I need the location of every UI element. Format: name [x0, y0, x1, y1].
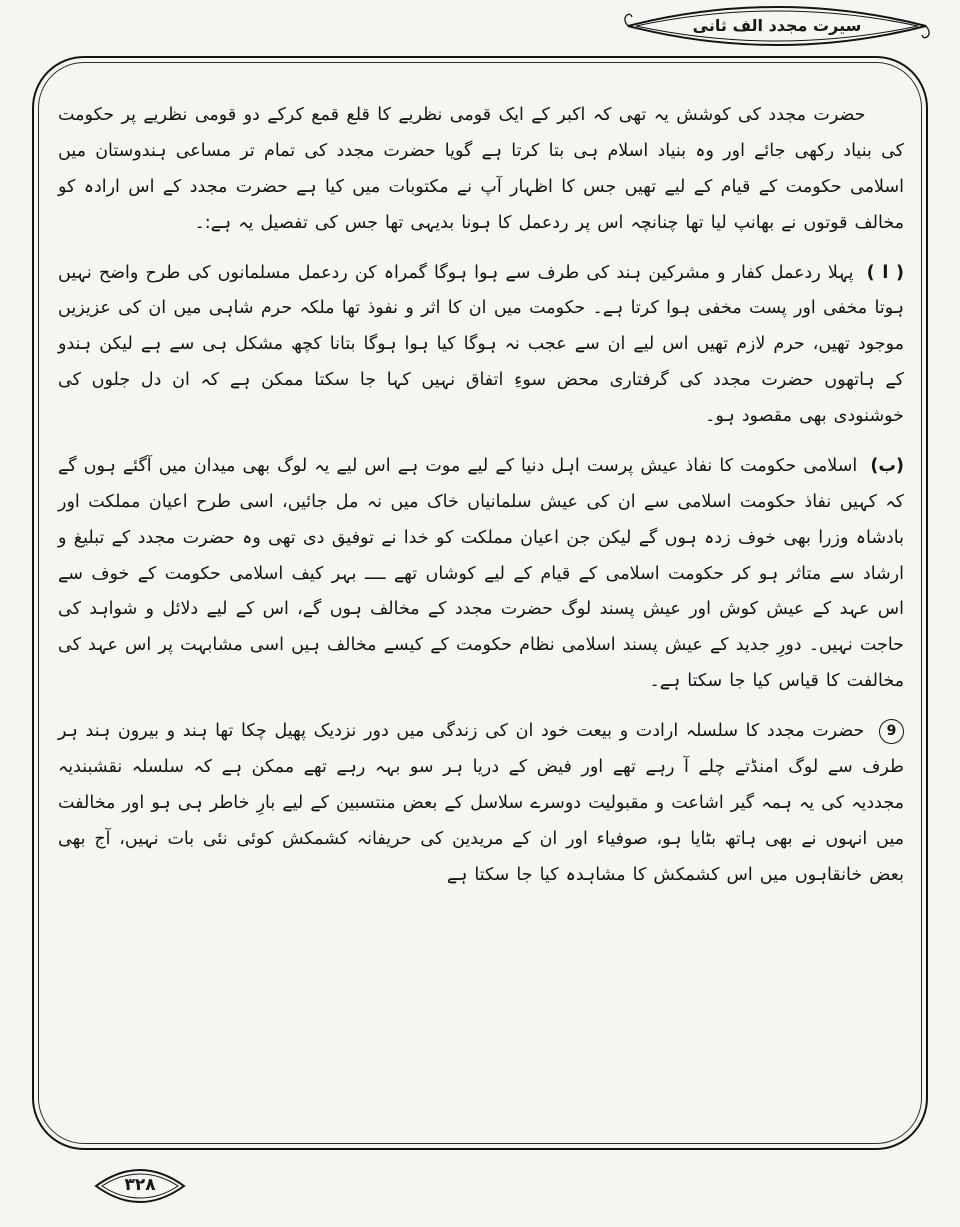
list-item-9 — [58, 714, 904, 893]
list-marker-be: (ب) — [870, 455, 904, 476]
list-marker-9-circled: 9 — [879, 719, 904, 744]
list-item-be — [58, 449, 904, 700]
list-item-be-text: اسلامی حکومت کا نفاذ عیش پرست اہل دنیا کے لیے موت ہے اس لیے یہ لوگ بھی میدان میں آگئے ہوں گے کہ کہیں نفاذ حکومت اسلامی سے ان کی عیش سلمانیاں خاک میں نہ مل جائیں، اسی طرح اعیان مملکت اور بادشاہ وزرا بھی خوف زدہ ہوں گے لیکن جن اعیان مملکت کو خدا نے توفیق دی تھی وہ حضرت مجدد کے تبلیغ و ارشاد سے متاثر ہو کر حکومت اسلامی کے قیام کے لیے کوشاں تھے ــــ بہر کیف اسلامی حکومت کے خوف سے اس عہد کے عیش کوش اور عیش پسند لوگ حضرت مجدد کے مخالف ہوں گے، اس کے لیے دلائل و شواہد کی حاجت نہیں۔ دورِ جدید کے عیش پسند اسلامی نظام حکومت کے کیسے مخالف ہیں اسی مشابہت پر اس عہد کی مخالفت کا قیاس کیا جا سکتا ہے۔ — [58, 455, 904, 692]
header-title-cartouche — [622, 4, 932, 48]
intro-text: حضرت مجدد کی کوشش یہ تھی کہ اکبر کے ایک قومی نظریے کا قلع قمع کرکے دو قومی نظریے پر حکومت کی بنیاد رکھی جائے اور وہ بنیاد اسلام ہی بتا کرتا ہے گویا حضرت مجدد کی تمام تر مساعی ہندوستان میں اسلامی حکومت کے قیام کے لیے تھیں جس کا اظہار آپ نے مکتوبات میں کیا ہے حضرت مجدد کے اس ارادہ کو مخالف قوتوں نے بھانپ لیا تھا چنانچہ اس پر ردعمل کا ہونا بدیہی تھا جس کی تفصیل یہ ہے:۔ — [58, 105, 904, 233]
list-item-9-text: حضرت مجدد کا سلسلہ ارادت و بیعت خود ان کی زندگی میں دور نزدیک پھیل چکا تھا ہند و بیرون ہند ہر طرف سے لوگ امنڈتے چلے آ رہے تھے اور فیض کے دریا ہر سو بہہ رہے تھے ممکن ہے کہ سلسلہ نقشبندیہ مجددیہ کی یہ ہمہ گیر اشاعت و مقبولیت دوسرے سلاسل کے بعض منتسبین کے لیے بارِ خاطر ہی ہو اور مخالفت میں انہوں نے بھی ہاتھ بٹایا ہو، صوفیاء اور ان کے مریدین کی حریفانہ کشمکش کوئی نئی بات نہیں، آج بھی بعض خانقاہوں میں اس کشمکش کا مشاہدہ کیا جا سکتا ہے — [58, 721, 904, 885]
list-marker-alif: ( ا ) — [866, 262, 904, 283]
book-title: سیرت مجدد الف ثانی — [692, 15, 862, 35]
list-item-alif-text: پہلا ردعمل کفار و مشرکین ہند کی طرف سے ہوا ہوگا گمراہ کن ردعمل مسلمانوں کی طرح واضح نہیں ہوتا مخفی اور پست مخفی ہوا کرتا ہے۔ حکومت میں ان کا اثر و نفوذ تھا ملکہ حرم شاہی میں ان کی عزیزیں موجود تھیں، حرم لازم تھیں اس لیے ان سے عجب نہ ہوگا کیا ہوا ہوگا بتانا کچھ مشکل ہی سے ہے لیکن ہندو کے ہاتھوں حضرت مجدد کی گرفتاری محض سوءِ اتفاق نہیں کہا جا سکتا ممکن ہے کہ ان دل جلوں کی خوشنودی بھی مقصود ہو۔ — [58, 262, 904, 426]
page-number-cartouche — [92, 1167, 188, 1205]
body-text-block — [58, 98, 904, 1137]
intro-paragraph — [58, 98, 904, 242]
list-item-alif — [58, 256, 904, 435]
page-number: ۳۲۸ — [124, 1175, 156, 1195]
